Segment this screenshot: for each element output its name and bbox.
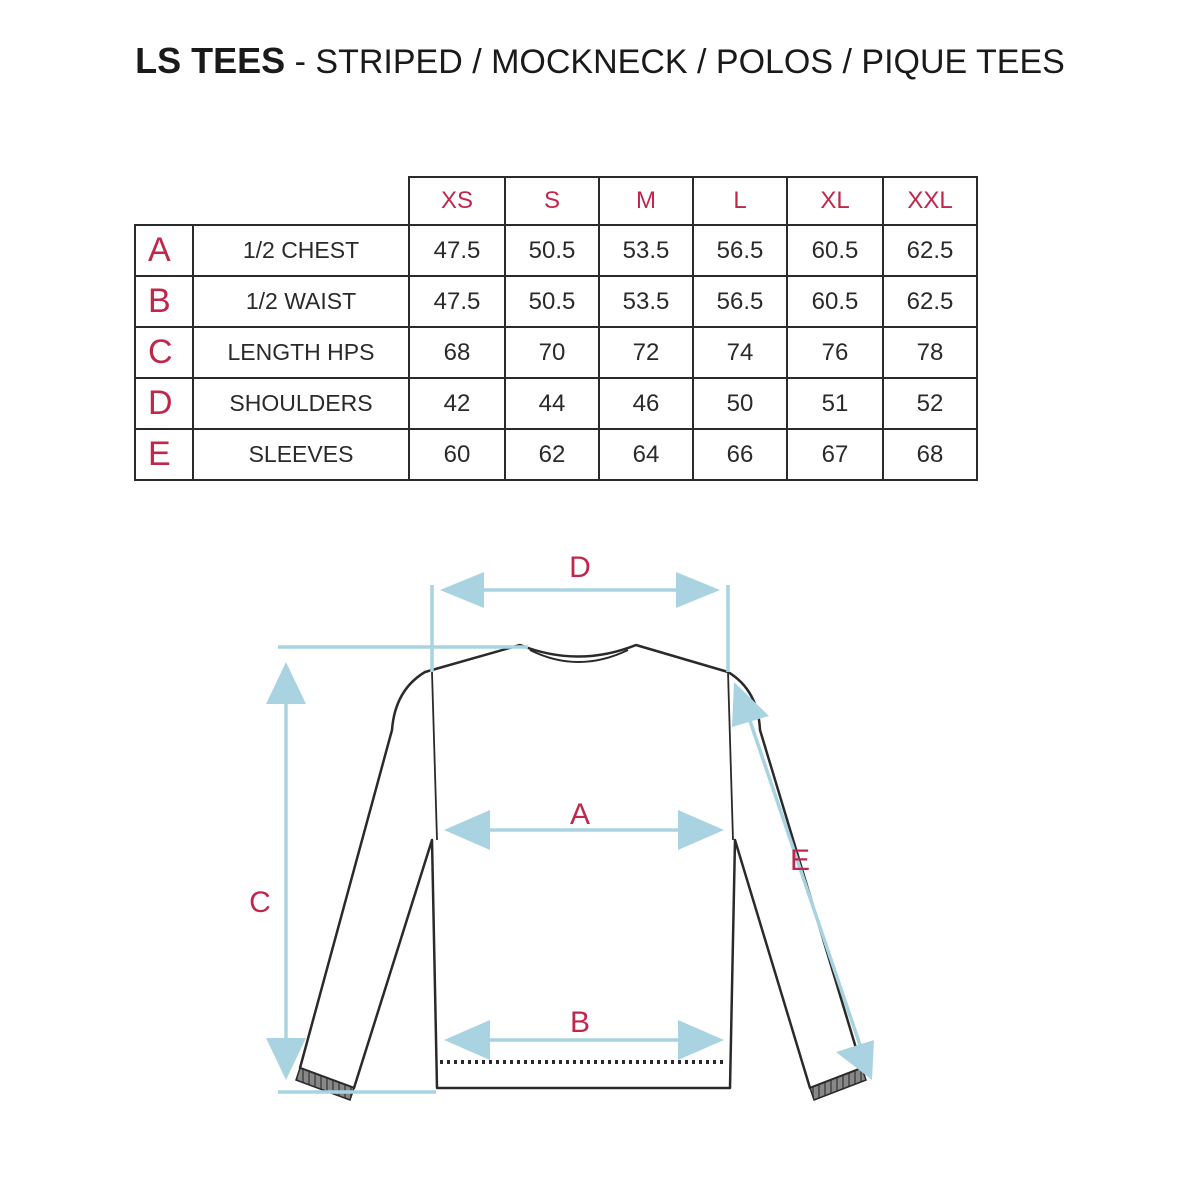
shoulder-arrow-head-left (440, 572, 484, 608)
dimension-label-d: D (569, 551, 591, 584)
value-cell: 78 (883, 327, 977, 378)
row-letter: B (135, 276, 193, 327)
value-cell: 67 (787, 429, 883, 480)
value-cell: 50 (693, 378, 787, 429)
size-header-s: S (505, 177, 599, 225)
value-cell: 76 (787, 327, 883, 378)
value-cell: 68 (883, 429, 977, 480)
right-cuff (810, 1068, 866, 1100)
size-header-l: L (693, 177, 787, 225)
waist-arrow-head-left (444, 1020, 490, 1060)
value-cell: 47.5 (409, 225, 505, 276)
left-armhole-seam (432, 672, 437, 840)
row-label: 1/2 WAIST (193, 276, 409, 327)
row-label: LENGTH HPS (193, 327, 409, 378)
size-header-m: M (599, 177, 693, 225)
value-cell: 50.5 (505, 276, 599, 327)
row-label: 1/2 CHEST (193, 225, 409, 276)
value-cell: 53.5 (599, 225, 693, 276)
value-cell: 44 (505, 378, 599, 429)
row-letter: D (135, 378, 193, 429)
dimension-label-c: C (249, 886, 271, 919)
row-letter: E (135, 429, 193, 480)
dimension-label-a: A (569, 798, 591, 831)
value-cell: 62.5 (883, 225, 977, 276)
value-cell: 66 (693, 429, 787, 480)
right-armhole-seam (728, 672, 733, 840)
value-cell: 50.5 (505, 225, 599, 276)
waist-arrow-head-right (678, 1020, 724, 1060)
row-letter: A (135, 225, 193, 276)
value-cell: 56.5 (693, 225, 787, 276)
shoulder-arrow-head-right (676, 572, 720, 608)
chest-arrow-head-left (444, 810, 490, 850)
value-cell: 68 (409, 327, 505, 378)
value-cell: 70 (505, 327, 599, 378)
value-cell: 74 (693, 327, 787, 378)
value-cell: 42 (409, 378, 505, 429)
value-cell: 47.5 (409, 276, 505, 327)
title-main: LS TEES (135, 40, 286, 81)
dimension-label-b: B (569, 1006, 591, 1039)
value-cell: 60.5 (787, 225, 883, 276)
value-cell: 52 (883, 378, 977, 429)
value-cell: 62.5 (883, 276, 977, 327)
left-cuff (296, 1068, 354, 1100)
sleeve-arrow-head-top (732, 682, 769, 727)
value-cell: 51 (787, 378, 883, 429)
value-cell: 53.5 (599, 276, 693, 327)
sleeve-arrow-line (748, 715, 860, 1045)
row-label: SHOULDERS (193, 378, 409, 429)
size-header-xl: XL (787, 177, 883, 225)
chest-arrow-head-right (678, 810, 724, 850)
value-cell: 60 (409, 429, 505, 480)
value-cell: 72 (599, 327, 693, 378)
row-letter: C (135, 327, 193, 378)
dimension-label-e: E (789, 844, 811, 877)
size-header-xxl: XXL (883, 177, 977, 225)
length-arrow-head-top (266, 662, 306, 704)
value-cell: 46 (599, 378, 693, 429)
size-header-xs: XS (409, 177, 505, 225)
value-cell: 64 (599, 429, 693, 480)
value-cell: 60.5 (787, 276, 883, 327)
value-cell: 62 (505, 429, 599, 480)
row-label: SLEEVES (193, 429, 409, 480)
value-cell: 56.5 (693, 276, 787, 327)
title-subtitle: - STRIPED / MOCKNECK / POLOS / PIQUE TEES (285, 43, 1065, 81)
